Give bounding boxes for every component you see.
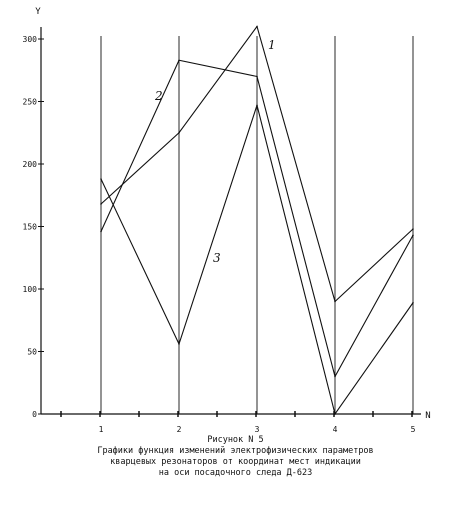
data-point (412, 234, 414, 236)
caption-line-1: Графики функция изменений электрофизических параметров (97, 446, 374, 456)
y-tick-label: 300 (22, 35, 37, 44)
x-tick-label: 1 (98, 425, 104, 434)
y-tick-label: 50 (27, 347, 37, 357)
y-tick-label: 250 (22, 97, 37, 107)
x-tick-label: 2 (176, 425, 182, 434)
x-tick-label: 4 (332, 425, 338, 434)
data-point (178, 59, 180, 61)
y-tick-label: 100 (22, 285, 37, 294)
y-tick-label: 200 (22, 160, 37, 169)
data-point (256, 104, 258, 106)
x-tick-label: 3 (254, 425, 260, 434)
data-point (256, 76, 258, 78)
y-tick-label: 0 (32, 410, 37, 419)
data-point (412, 228, 414, 230)
data-point (178, 132, 180, 134)
series-label-1: 1 (268, 38, 276, 52)
x-axis-label: N (425, 411, 431, 421)
data-point (178, 343, 180, 345)
data-point (256, 26, 258, 28)
caption-line-3: на оси посадочного следа Д-623 (158, 468, 313, 478)
caption-line-2: кварцевых резонаторов от координат мест индикации (110, 457, 361, 467)
data-point (100, 203, 102, 205)
series-label-2: 2 (155, 89, 163, 103)
y-tick-label: 150 (22, 222, 37, 232)
data-point (100, 231, 102, 233)
data-point (412, 302, 414, 304)
data-point (100, 178, 102, 180)
figure-number: Рисунок N 5 (207, 435, 264, 445)
data-point (334, 413, 336, 415)
data-point (334, 376, 336, 378)
figure-caption (0, 435, 471, 479)
y-axis-label: Y (35, 7, 41, 17)
series-label-3: 3 (213, 251, 221, 265)
data-point (334, 301, 336, 303)
x-tick-label: 5 (410, 425, 416, 434)
